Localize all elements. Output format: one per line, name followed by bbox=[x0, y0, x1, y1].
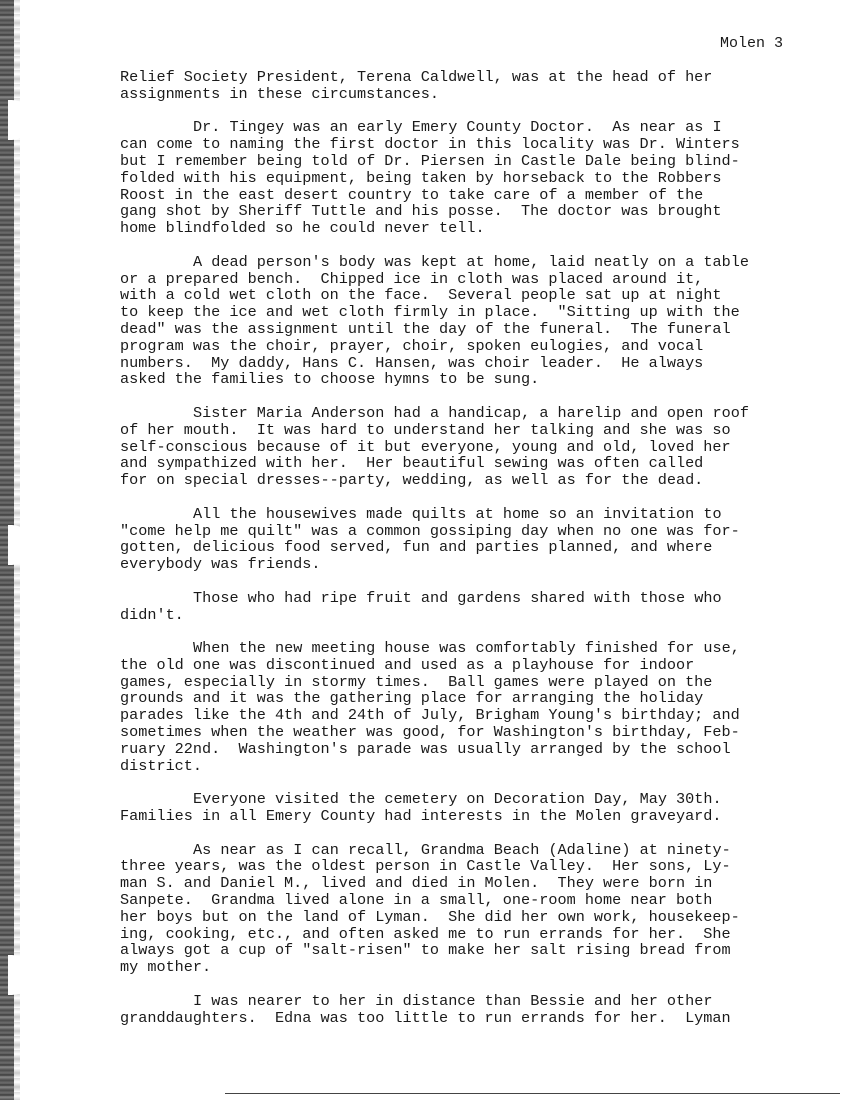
text-line: can come to naming the first doctor in this locality was Dr. Winters bbox=[120, 135, 740, 154]
paragraph bbox=[120, 506, 810, 573]
text-line: ing, cooking, etc., and often asked me to run errands for her. She bbox=[120, 924, 731, 943]
text-line: three years, was the oldest person in Castle Valley. Her sons, Ly- bbox=[120, 857, 731, 876]
text-line: to keep the ice and wet cloth firmly in place. "Sitting up with the bbox=[120, 303, 740, 322]
text-line: asked the families to choose hymns to be sung. bbox=[120, 370, 540, 389]
text-line: sometimes when the weather was good, for Washington's birthday, Feb- bbox=[120, 723, 740, 742]
paragraph bbox=[120, 119, 810, 237]
text-line: her boys but on the land of Lyman. She did her own work, housekeep- bbox=[120, 907, 740, 926]
text-line: dead" was the assignment until the day of the funeral. The funeral bbox=[120, 319, 731, 338]
paragraph bbox=[120, 405, 810, 489]
document-body bbox=[120, 69, 810, 1043]
text-line: As near as I can recall, Grandma Beach (Adaline) at ninety- bbox=[193, 840, 731, 859]
paragraph bbox=[120, 254, 810, 388]
text-line: my mother. bbox=[120, 958, 212, 977]
text-line: man S. and Daniel M., lived and died in Molen. They were born in bbox=[120, 874, 713, 893]
text-line: grounds and it was the gathering place for arranging the holiday bbox=[120, 689, 704, 708]
text-line: folded with his equipment, being taken by horseback to the Robbers bbox=[120, 168, 722, 187]
paragraph bbox=[120, 791, 810, 825]
text-line: Everyone visited the cemetery on Decoration Day, May 30th. bbox=[193, 790, 722, 809]
text-line: "come help me quilt" was a common gossiping day when no one was for- bbox=[120, 521, 740, 540]
text-line: Roost in the east desert country to take care of a member of the bbox=[120, 185, 704, 204]
text-line: self-conscious because of it but everyone, young and old, loved her bbox=[120, 437, 731, 456]
text-line: or a prepared bench. Chipped ice in cloth was placed around it, bbox=[120, 269, 704, 288]
text-line: but I remember being told of Dr. Piersen in Castle Dale being blind- bbox=[120, 151, 740, 170]
text-line: district. bbox=[120, 756, 203, 775]
text-line: numbers. My daddy, Hans C. Hansen, was choir leader. He always bbox=[120, 353, 704, 372]
text-line: and sympathized with her. Her beautiful sewing was often called bbox=[120, 454, 704, 473]
text-line: gang shot by Sheriff Tuttle and his posse. The doctor was brought bbox=[120, 202, 722, 221]
text-line: program was the choir, prayer, choir, spoken eulogies, and vocal bbox=[120, 336, 704, 355]
text-line: didn't. bbox=[120, 605, 184, 624]
paragraph bbox=[120, 69, 810, 103]
text-line: A dead person's body was kept at home, laid neatly on a table bbox=[193, 252, 749, 271]
text-line: of her mouth. It was hard to understand her talking and she was so bbox=[120, 420, 731, 439]
text-line: I was nearer to her in distance than Bessie and her other bbox=[193, 991, 713, 1010]
punch-hole-top bbox=[8, 100, 32, 140]
page-number: Molen 3 bbox=[720, 35, 784, 52]
text-line: gotten, delicious food served, fun and parties planned, and where bbox=[120, 538, 713, 557]
text-line: home blindfolded so he could never tell. bbox=[120, 219, 485, 238]
text-line: everybody was friends. bbox=[120, 555, 321, 574]
text-line: Relief Society President, Terena Caldwell, was at the head of her bbox=[120, 68, 713, 86]
text-line: always got a cup of "salt-risen" to make her salt rising bread from bbox=[120, 941, 731, 960]
text-line: parades like the 4th and 24th of July, Brigham Young's birthday; and bbox=[120, 706, 740, 725]
text-line: the old one was discontinued and used as a playhouse for indoor bbox=[120, 655, 695, 674]
paragraph bbox=[120, 993, 810, 1027]
text-line: games, especially in stormy times. Ball games were played on the bbox=[120, 672, 713, 691]
text-line: Sister Maria Anderson had a handicap, a harelip and open roof bbox=[193, 403, 749, 422]
paragraph bbox=[120, 640, 810, 774]
bottom-rule bbox=[225, 1093, 840, 1094]
text-line: for on special dresses--party, wedding, as well as for the dead. bbox=[120, 471, 704, 490]
text-line: Families in all Emery County had interests in the Molen graveyard. bbox=[120, 807, 722, 826]
text-line: All the housewives made quilts at home so an invitation to bbox=[193, 504, 722, 523]
text-line: assignments in these circumstances. bbox=[120, 84, 439, 103]
paragraph bbox=[120, 842, 810, 976]
text-line: ruary 22nd. Washington's parade was usually arranged by the school bbox=[120, 739, 731, 758]
text-line: granddaughters. Edna was too little to run errands for her. Lyman bbox=[120, 1008, 731, 1027]
text-line: Those who had ripe fruit and gardens shared with those who bbox=[193, 588, 722, 607]
punch-hole-bottom bbox=[8, 955, 32, 995]
paragraph bbox=[120, 590, 810, 624]
text-line: Sanpete. Grandma lived alone in a small, one-room home near both bbox=[120, 891, 713, 910]
punch-hole-middle bbox=[8, 525, 32, 565]
text-line: When the new meeting house was comfortably finished for use, bbox=[193, 639, 740, 658]
text-line: Dr. Tingey was an early Emery County Doctor. As near as I bbox=[193, 118, 722, 137]
text-line: with a cold wet cloth on the face. Several people sat up at night bbox=[120, 286, 722, 305]
